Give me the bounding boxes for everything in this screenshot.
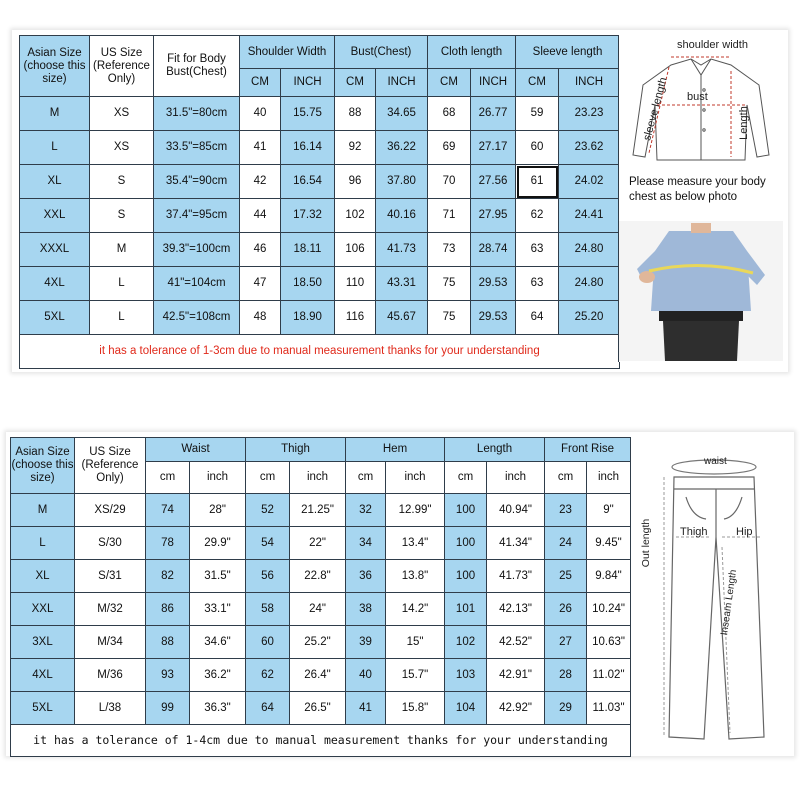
- cell-waist-cm: 86: [146, 593, 190, 626]
- cell-fit: 31.5"=80cm: [154, 97, 240, 131]
- cell-waist-inch: 34.6": [190, 626, 246, 659]
- cell-bust-inch: 36.22: [376, 131, 428, 165]
- cell-waist-inch: 36.2": [190, 659, 246, 692]
- cell-waist-inch: 31.5": [190, 560, 246, 593]
- cell-length-cm: 101: [445, 593, 487, 626]
- cell-bust-inch: 41.73: [376, 233, 428, 267]
- header-waist: Waist: [146, 438, 246, 462]
- unit-inch: inch: [386, 462, 445, 494]
- cell-waist-cm: 78: [146, 527, 190, 560]
- cell-shoulder-inch: 18.50: [281, 267, 335, 301]
- cell-hem-cm: 34: [346, 527, 386, 560]
- table-row: [11, 560, 631, 593]
- cell-sleeve-cm: 59: [516, 97, 559, 131]
- person-measuring-photo-icon: [619, 221, 783, 361]
- shirt-size-chart: [12, 30, 788, 372]
- cell-asian-size: XXL: [20, 199, 90, 233]
- cell-rise-cm: 25: [545, 560, 587, 593]
- cell-fit: 41"=104cm: [154, 267, 240, 301]
- cell-length-cm: 75: [428, 267, 471, 301]
- cell-length-cm: 73: [428, 233, 471, 267]
- header-asian-size: Asian Size (choose this size): [11, 438, 75, 494]
- cell-waist-inch: 29.9": [190, 527, 246, 560]
- cell-thigh-inch: 21.25": [290, 494, 346, 527]
- cell-shoulder-cm: 47: [240, 267, 281, 301]
- cell-hem-inch: 15": [386, 626, 445, 659]
- cell-thigh-inch: 22": [290, 527, 346, 560]
- cell-asian-size: 5XL: [20, 301, 90, 335]
- cell-length-inch: 29.53: [471, 267, 516, 301]
- tolerance-note: it has a tolerance of 1-3cm due to manual measurement thanks for your understanding: [20, 335, 620, 369]
- header-bust: Bust(Chest): [335, 36, 428, 69]
- cell-length-cm: 71: [428, 199, 471, 233]
- cell-us-size: M: [90, 233, 154, 267]
- table-row: [11, 659, 631, 692]
- cell-waist-cm: 99: [146, 692, 190, 725]
- cell-sleeve-inch: 24.80: [559, 233, 620, 267]
- cell-bust-cm: 106: [335, 233, 376, 267]
- header-length: Length: [445, 438, 545, 462]
- cell-sleeve-cm: 63: [516, 267, 559, 301]
- cell-shoulder-inch: 16.14: [281, 131, 335, 165]
- unit-cm: CM: [516, 69, 559, 97]
- cell-waist-cm: 93: [146, 659, 190, 692]
- cell-length-inch: 41.34": [487, 527, 545, 560]
- unit-cm: cm: [246, 462, 290, 494]
- unit-inch: inch: [587, 462, 631, 494]
- cell-fit: 33.5"=85cm: [154, 131, 240, 165]
- cell-bust-inch: 37.80: [376, 165, 428, 199]
- cell-sleeve-cm-selected[interactable]: 61: [516, 165, 559, 199]
- cell-length-inch: 29.53: [471, 301, 516, 335]
- cell-length-cm: 103: [445, 659, 487, 692]
- cell-rise-inch: 9.84": [587, 560, 631, 593]
- cell-us-size: XS: [90, 131, 154, 165]
- cell-us-size: L: [90, 267, 154, 301]
- label-sleeve-length: sleeve length: [641, 76, 670, 142]
- cell-length-inch: 27.56: [471, 165, 516, 199]
- cell-hem-inch: 13.4": [386, 527, 445, 560]
- cell-fit: 42.5"=108cm: [154, 301, 240, 335]
- cell-rise-cm: 28: [545, 659, 587, 692]
- cell-rise-inch: 10.24": [587, 593, 631, 626]
- cell-asian-size: XXXL: [20, 233, 90, 267]
- table-row: [11, 527, 631, 560]
- cell-length-cm: 100: [445, 494, 487, 527]
- label-bust: bust: [687, 91, 708, 103]
- cell-hem-inch: 15.7": [386, 659, 445, 692]
- cell-sleeve-cm: 64: [516, 301, 559, 335]
- cell-length-cm: 70: [428, 165, 471, 199]
- cell-sleeve-inch: 24.02: [559, 165, 620, 199]
- cell-sleeve-cm: 60: [516, 131, 559, 165]
- label-out-length: Out length: [640, 518, 653, 568]
- cell-bust-inch: 45.67: [376, 301, 428, 335]
- unit-inch: INCH: [559, 69, 620, 97]
- cell-rise-inch: 10.63": [587, 626, 631, 659]
- cell-bust-cm: 102: [335, 199, 376, 233]
- cell-hem-inch: 12.99": [386, 494, 445, 527]
- header-sleeve-length: Sleeve length: [516, 36, 620, 69]
- cell-rise-cm: 24: [545, 527, 587, 560]
- unit-inch: INCH: [281, 69, 335, 97]
- cell-rise-cm: 26: [545, 593, 587, 626]
- cell-us-size: XS/29: [75, 494, 146, 527]
- cell-rise-inch: 9": [587, 494, 631, 527]
- table-row: [11, 494, 631, 527]
- cell-bust-inch: 34.65: [376, 97, 428, 131]
- cell-length-cm: 104: [445, 692, 487, 725]
- cell-rise-inch: 11.02": [587, 659, 631, 692]
- cell-length-cm: 100: [445, 527, 487, 560]
- cell-thigh-inch: 22.8": [290, 560, 346, 593]
- cell-waist-inch: 36.3": [190, 692, 246, 725]
- cell-shoulder-inch: 18.11: [281, 233, 335, 267]
- cell-hem-cm: 36: [346, 560, 386, 593]
- unit-cm: cm: [445, 462, 487, 494]
- cell-thigh-cm: 52: [246, 494, 290, 527]
- cell-fit: 35.4"=90cm: [154, 165, 240, 199]
- cell-length-cm: 75: [428, 301, 471, 335]
- cell-length-inch: 42.52": [487, 626, 545, 659]
- cell-waist-cm: 88: [146, 626, 190, 659]
- unit-inch: inch: [290, 462, 346, 494]
- cell-length-cm: 100: [445, 560, 487, 593]
- table-row: [11, 692, 631, 725]
- cell-thigh-inch: 26.5": [290, 692, 346, 725]
- cell-length-inch: 42.13": [487, 593, 545, 626]
- cell-sleeve-inch: 23.23: [559, 97, 620, 131]
- unit-cm: cm: [346, 462, 386, 494]
- table-row: [20, 165, 620, 199]
- cell-hem-cm: 32: [346, 494, 386, 527]
- cell-sleeve-inch: 23.62: [559, 131, 620, 165]
- cell-shoulder-cm: 44: [240, 199, 281, 233]
- cell-hem-cm: 40: [346, 659, 386, 692]
- cell-thigh-cm: 54: [246, 527, 290, 560]
- shirt-measurement-figure: [618, 35, 783, 362]
- cell-length-inch: 40.94": [487, 494, 545, 527]
- cell-fit: 37.4"=95cm: [154, 199, 240, 233]
- cell-us-size: M/34: [75, 626, 146, 659]
- pants-size-chart: [6, 432, 794, 756]
- cell-us-size: S/31: [75, 560, 146, 593]
- header-cloth-length: Cloth length: [428, 36, 516, 69]
- cell-shoulder-inch: 18.90: [281, 301, 335, 335]
- cell-asian-size: XL: [20, 165, 90, 199]
- cell-hem-inch: 15.8": [386, 692, 445, 725]
- cell-length-inch: 41.73": [487, 560, 545, 593]
- unit-cm: cm: [146, 462, 190, 494]
- cell-length-inch: 26.77: [471, 97, 516, 131]
- cell-length-inch: 27.17: [471, 131, 516, 165]
- cell-shoulder-inch: 15.75: [281, 97, 335, 131]
- cell-asian-size: XXL: [11, 593, 75, 626]
- cell-bust-cm: 96: [335, 165, 376, 199]
- header-us-size: US Size (Reference Only): [75, 438, 146, 494]
- label-shoulder-width: shoulder width: [677, 39, 748, 51]
- cell-shoulder-inch: 17.32: [281, 199, 335, 233]
- cell-length-cm: 102: [445, 626, 487, 659]
- cell-shoulder-cm: 41: [240, 131, 281, 165]
- cell-asian-size: L: [11, 527, 75, 560]
- cell-us-size: M/36: [75, 659, 146, 692]
- cell-sleeve-cm: 62: [516, 199, 559, 233]
- label-thigh: Thigh: [680, 526, 708, 538]
- cell-waist-inch: 33.1": [190, 593, 246, 626]
- cell-waist-cm: 82: [146, 560, 190, 593]
- pants-measurement-figure: [634, 437, 786, 750]
- cell-hem-inch: 13.8": [386, 560, 445, 593]
- table-row: [11, 626, 631, 659]
- unit-cm: CM: [240, 69, 281, 97]
- cell-bust-cm: 110: [335, 267, 376, 301]
- table-row: [20, 97, 620, 131]
- cell-bust-inch: 43.31: [376, 267, 428, 301]
- cell-us-size: S: [90, 165, 154, 199]
- cell-us-size: XS: [90, 97, 154, 131]
- cell-thigh-cm: 58: [246, 593, 290, 626]
- cell-sleeve-inch: 25.20: [559, 301, 620, 335]
- cell-waist-inch: 28": [190, 494, 246, 527]
- cell-asian-size: 4XL: [20, 267, 90, 301]
- cell-thigh-cm: 64: [246, 692, 290, 725]
- cell-rise-inch: 11.03": [587, 692, 631, 725]
- cell-length-inch: 42.91": [487, 659, 545, 692]
- cell-thigh-cm: 60: [246, 626, 290, 659]
- table-row: [20, 131, 620, 165]
- unit-inch: INCH: [471, 69, 516, 97]
- header-asian-size: Asian Size (choose this size): [20, 36, 90, 97]
- pants-diagram-icon: [634, 437, 786, 750]
- label-hip: Hip: [736, 526, 753, 538]
- unit-cm: cm: [545, 462, 587, 494]
- unit-inch: inch: [487, 462, 545, 494]
- table-row: [20, 199, 620, 233]
- cell-shoulder-cm: 42: [240, 165, 281, 199]
- cell-shoulder-cm: 48: [240, 301, 281, 335]
- cell-asian-size: L: [20, 131, 90, 165]
- cell-asian-size: 3XL: [11, 626, 75, 659]
- table-row: [20, 267, 620, 301]
- cell-thigh-cm: 56: [246, 560, 290, 593]
- header-shoulder-width: Shoulder Width: [240, 36, 335, 69]
- cell-length-inch: 27.95: [471, 199, 516, 233]
- table-row: [20, 233, 620, 267]
- label-waist: waist: [704, 456, 727, 467]
- table-row: [20, 301, 620, 335]
- header-hem: Hem: [346, 438, 445, 462]
- unit-inch: INCH: [376, 69, 428, 97]
- cell-bust-cm: 88: [335, 97, 376, 131]
- table-row: [11, 593, 631, 626]
- label-inseam-length: Inseam Length: [719, 568, 740, 637]
- cell-asian-size: 5XL: [11, 692, 75, 725]
- shirt-size-table: [19, 35, 620, 369]
- header-fit-for-body: Fit for Body Bust(Chest): [154, 36, 240, 97]
- cell-thigh-inch: 25.2": [290, 626, 346, 659]
- unit-inch: inch: [190, 462, 246, 494]
- cell-fit: 39.3"=100cm: [154, 233, 240, 267]
- cell-us-size: S/30: [75, 527, 146, 560]
- cell-bust-cm: 92: [335, 131, 376, 165]
- cell-bust-cm: 116: [335, 301, 376, 335]
- cell-sleeve-cm: 63: [516, 233, 559, 267]
- cell-length-cm: 68: [428, 97, 471, 131]
- cell-length-inch: 42.92": [487, 692, 545, 725]
- cell-us-size: M/32: [75, 593, 146, 626]
- cell-shoulder-inch: 16.54: [281, 165, 335, 199]
- cell-thigh-cm: 62: [246, 659, 290, 692]
- cell-thigh-inch: 26.4": [290, 659, 346, 692]
- header-us-size: US Size (Reference Only): [90, 36, 154, 97]
- cell-bust-inch: 40.16: [376, 199, 428, 233]
- header-front-rise: Front Rise: [545, 438, 631, 462]
- cell-us-size: S: [90, 199, 154, 233]
- tolerance-note: it has a tolerance of 1-4cm due to manual measurement thanks for your understanding: [11, 725, 631, 757]
- cell-hem-cm: 38: [346, 593, 386, 626]
- cell-waist-cm: 74: [146, 494, 190, 527]
- cell-asian-size: M: [11, 494, 75, 527]
- cell-asian-size: M: [20, 97, 90, 131]
- label-length: Length: [737, 106, 750, 140]
- cell-shoulder-cm: 46: [240, 233, 281, 267]
- cell-rise-inch: 9.45": [587, 527, 631, 560]
- cell-rise-cm: 27: [545, 626, 587, 659]
- cell-hem-cm: 39: [346, 626, 386, 659]
- cell-length-inch: 28.74: [471, 233, 516, 267]
- cell-sleeve-inch: 24.41: [559, 199, 620, 233]
- unit-cm: CM: [428, 69, 471, 97]
- cell-sleeve-inch: 24.80: [559, 267, 620, 301]
- cell-thigh-inch: 24": [290, 593, 346, 626]
- cell-us-size: L/38: [75, 692, 146, 725]
- cell-asian-size: 4XL: [11, 659, 75, 692]
- cell-asian-size: XL: [11, 560, 75, 593]
- unit-cm: CM: [335, 69, 376, 97]
- cell-rise-cm: 23: [545, 494, 587, 527]
- cell-us-size: L: [90, 301, 154, 335]
- pants-size-table: [10, 437, 631, 757]
- cell-rise-cm: 29: [545, 692, 587, 725]
- cell-hem-inch: 14.2": [386, 593, 445, 626]
- measure-caption: Please measure your body chest as below photo: [629, 176, 766, 203]
- cell-shoulder-cm: 40: [240, 97, 281, 131]
- cell-length-cm: 69: [428, 131, 471, 165]
- cell-hem-cm: 41: [346, 692, 386, 725]
- header-thigh: Thigh: [246, 438, 346, 462]
